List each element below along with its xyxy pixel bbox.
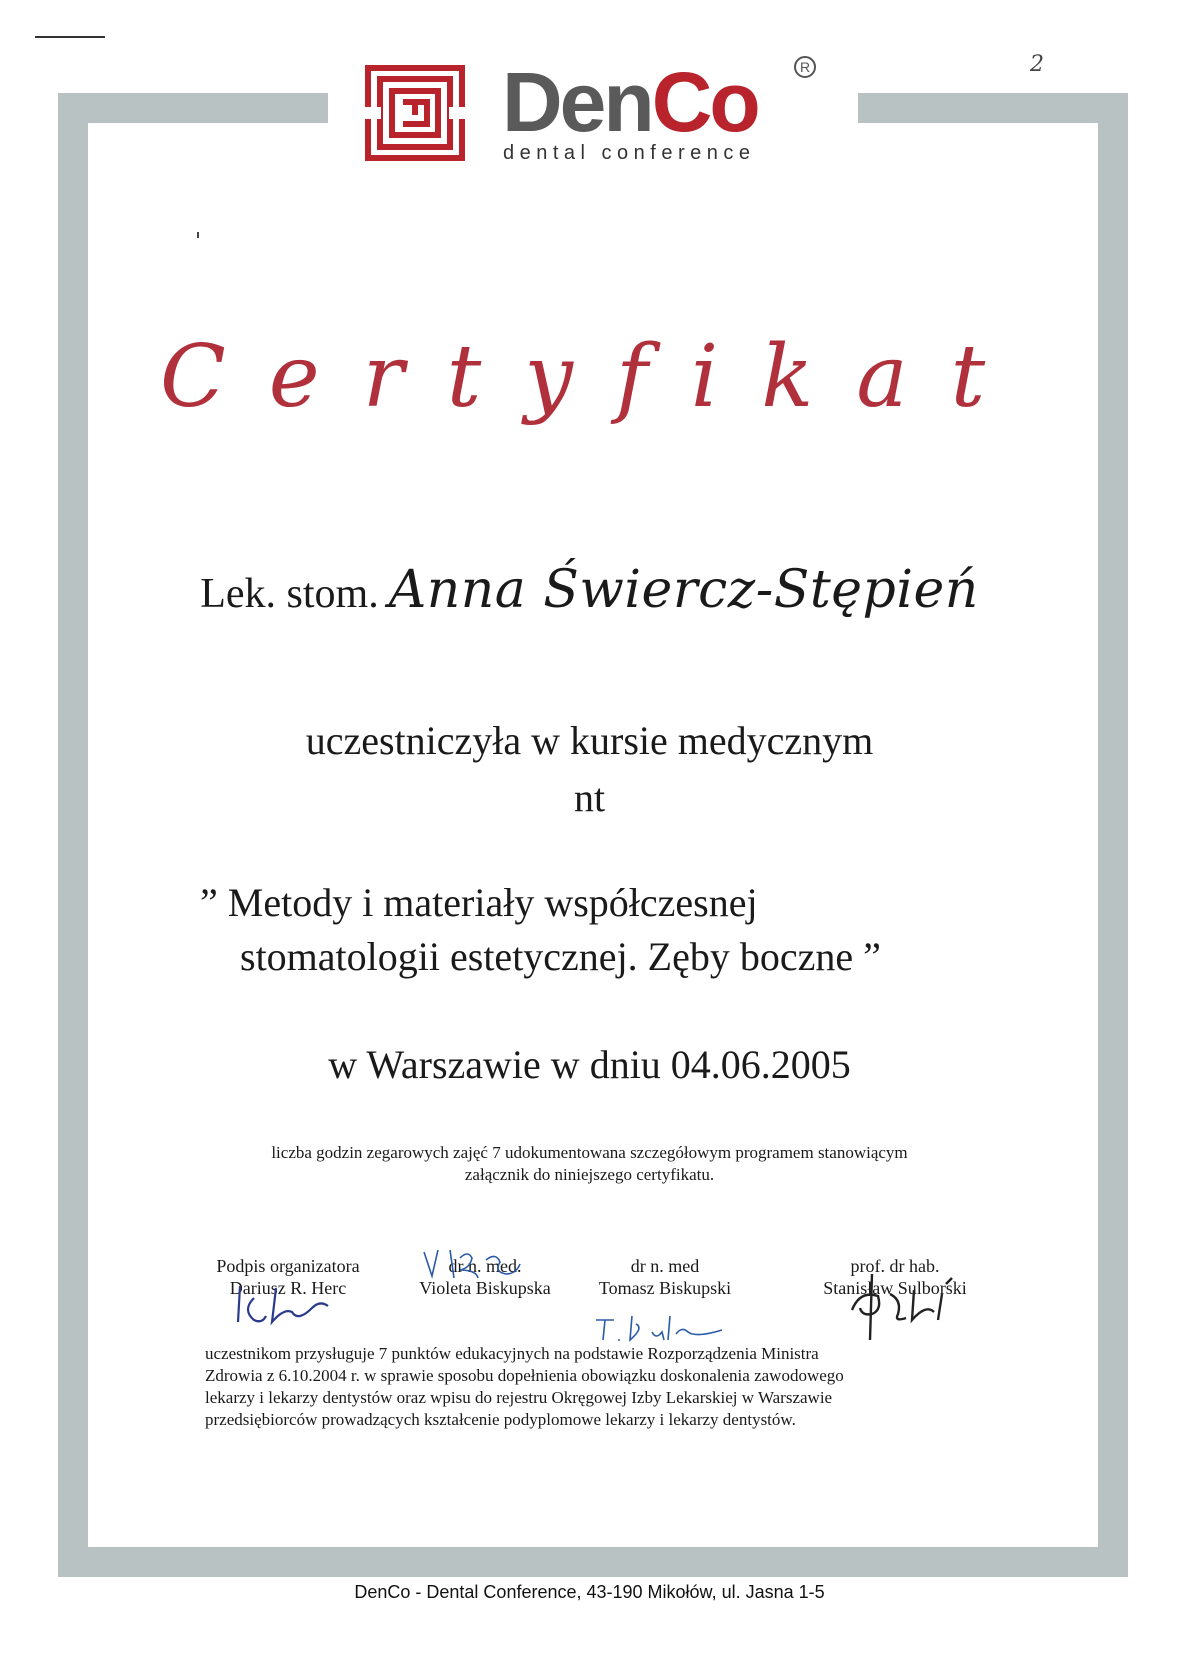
signature-block-tomasz <box>580 1255 750 1299</box>
place-date: w Warszawie w dniu 04.06.2005 <box>328 1042 851 1087</box>
hours-note-line2: załącznik do niniejszego certyfikatu. <box>464 1165 715 1184</box>
recipient-line <box>0 560 1179 620</box>
signature-title: dr n. med. <box>448 1256 522 1276</box>
signature-name: Tomasz Biskupski <box>598 1278 732 1298</box>
corner-page-number: 2 <box>1030 52 1044 77</box>
signature-title: dr n. med <box>630 1256 700 1276</box>
scan-mark <box>35 36 105 38</box>
points-notice <box>205 1343 1005 1431</box>
points-notice-line4: przedsiębiorców prowadzących kształcenie podyplomowe lekarzy i lekarzy dentystów. <box>205 1410 796 1429</box>
recipient-name: Anna Świercz-Stępień <box>388 560 979 620</box>
handwritten-signature-stanislaw <box>842 1270 972 1342</box>
recipient-prefix: Lek. stom. <box>200 571 379 617</box>
logo-wordmark-den: Den <box>502 55 652 149</box>
participation-text: uczestniczyła w kursie medycznym <box>305 718 874 763</box>
logo-wordmark-co: Co <box>651 55 758 149</box>
certificate-title: Certyfikat <box>160 327 1029 427</box>
signature-name: Dariusz R. Herc <box>229 1278 347 1298</box>
signature-title: prof. dr hab. <box>850 1256 940 1276</box>
footer-address: DenCo - Dental Conference, 43-190 Mikołów, ul. Jasna 1-5 <box>354 1582 825 1602</box>
points-notice-line2: Zdrowia z 6.10.2004 r. w sprawie sposobu dopełnienia obowiązku doskonalenia zawodowego <box>205 1366 844 1385</box>
hours-note-line1: liczba godzin zegarowych zajęć 7 udokumentowana szczegółowym programem stanowiącym <box>271 1143 908 1162</box>
course-title-line2: stomatologii estetycznej. Zęby boczne ” <box>240 934 881 979</box>
signature-title: Podpis organizatora <box>216 1256 360 1276</box>
points-notice-line1: uczestnikom przysługuje 7 punktów edukacyjnych na podstawie Rozporządzenia Ministra <box>205 1344 819 1363</box>
course-title-line1: ” Metody i materiały współczesnej <box>200 880 758 925</box>
points-notice-line3: lekarzy i lekarzy dentystów oraz wpisu do rejestru Okręgowej Izby Lekarskiej w Warszawie <box>205 1388 833 1407</box>
signature-name: Stanisław Sulborski <box>823 1278 967 1298</box>
hours-note <box>0 1142 1179 1186</box>
handwritten-signature-violeta <box>420 1244 530 1284</box>
handwritten-signature-tomasz <box>592 1310 732 1346</box>
signature-name: Violeta Biskupska <box>419 1278 551 1298</box>
handwritten-signature-herc <box>232 1278 342 1328</box>
topic-label: nt <box>573 775 606 820</box>
denco-logo-icon <box>365 65 465 161</box>
logo-subtitle: dental conference <box>503 142 756 164</box>
logo-wordmark <box>502 52 758 152</box>
registered-mark: R <box>794 56 816 78</box>
